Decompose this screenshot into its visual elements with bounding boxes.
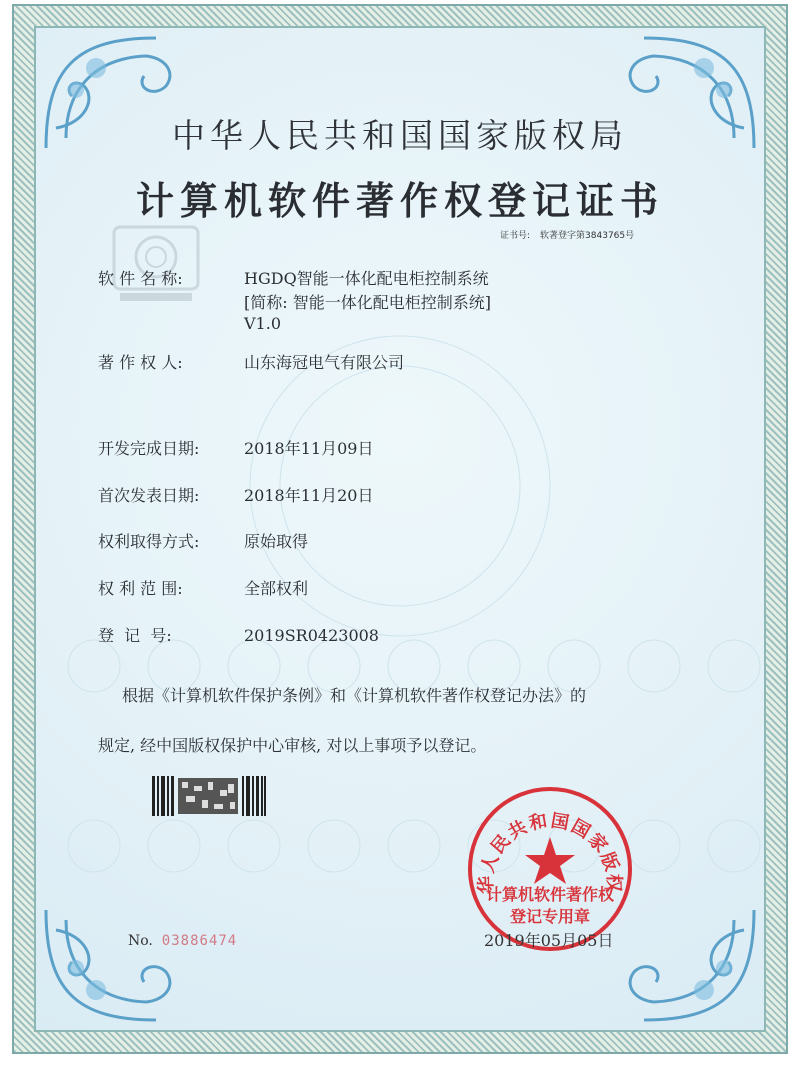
watermark-logo-icon <box>110 223 202 305</box>
serial-value: 03886474 <box>161 933 238 949</box>
statement-line-1: 根据《计算机软件保护条例》和《计算机软件著作权登记办法》的 <box>122 686 587 705</box>
pub-date-value: 2018年11月20日 <box>244 486 374 505</box>
seal-line-2: 登记专用章 <box>509 907 590 926</box>
registration-number: 2019SR0423008 <box>244 626 379 645</box>
owner-row <box>98 350 404 373</box>
seal-ring-text: 华人民共和国国家版权 <box>475 810 625 895</box>
pub-date-row <box>98 483 373 506</box>
svg-text:中华人民共和国国家版权局 <box>466 785 625 894</box>
software-version: V1.0 <box>244 314 281 333</box>
corner-ornament-bottom-left <box>36 900 196 1030</box>
software-name-value: HGDQ智能一体化配电柜控制系统 <box>244 269 489 288</box>
dev-date-row <box>98 436 373 459</box>
statement-line-2: 规定, 经中国版权保护中心审核, 对以上事项予以登记。 <box>98 736 487 755</box>
software-name-row <box>98 266 489 289</box>
certificate-number-label: 证书号: <box>500 231 531 241</box>
pub-date-label: 首次发表日期: <box>98 486 200 505</box>
dev-date-value: 2018年11月09日 <box>244 439 374 458</box>
acquire-label: 权利取得方式: <box>98 532 200 551</box>
owner-label: 著 作 权 人: <box>98 353 183 372</box>
acquire-value: 原始取得 <box>244 532 309 551</box>
certificate-number <box>500 228 644 241</box>
certificate-number-value: 软著登字第3843765号 <box>540 231 635 241</box>
scope-row <box>98 576 308 599</box>
issue-date: 2019年05月05日 <box>484 931 614 950</box>
software-short-name: [简称: 智能一体化配电柜控制系统] <box>244 293 491 312</box>
dev-date-label: 开发完成日期: <box>98 439 200 458</box>
scope-label: 权 利 范 围: <box>98 579 183 598</box>
scope-value: 全部权利 <box>244 579 309 598</box>
issuer-title: 中华人民共和国国家版权局 <box>172 116 628 155</box>
acquire-row <box>98 529 308 552</box>
registration-label: 登 记 号: <box>98 626 172 645</box>
owner-value: 山东海冠电气有限公司 <box>244 353 405 372</box>
barcode-icon <box>152 776 266 816</box>
registration-row <box>98 623 379 646</box>
serial-label: No. <box>128 933 153 949</box>
software-name-label: 软 件 名 称: <box>98 269 183 288</box>
certificate-title: 计算机软件著作权登记证书 <box>135 178 664 223</box>
serial-number <box>128 933 237 949</box>
seal-line-1: 计算机软件著作权 <box>485 885 614 904</box>
